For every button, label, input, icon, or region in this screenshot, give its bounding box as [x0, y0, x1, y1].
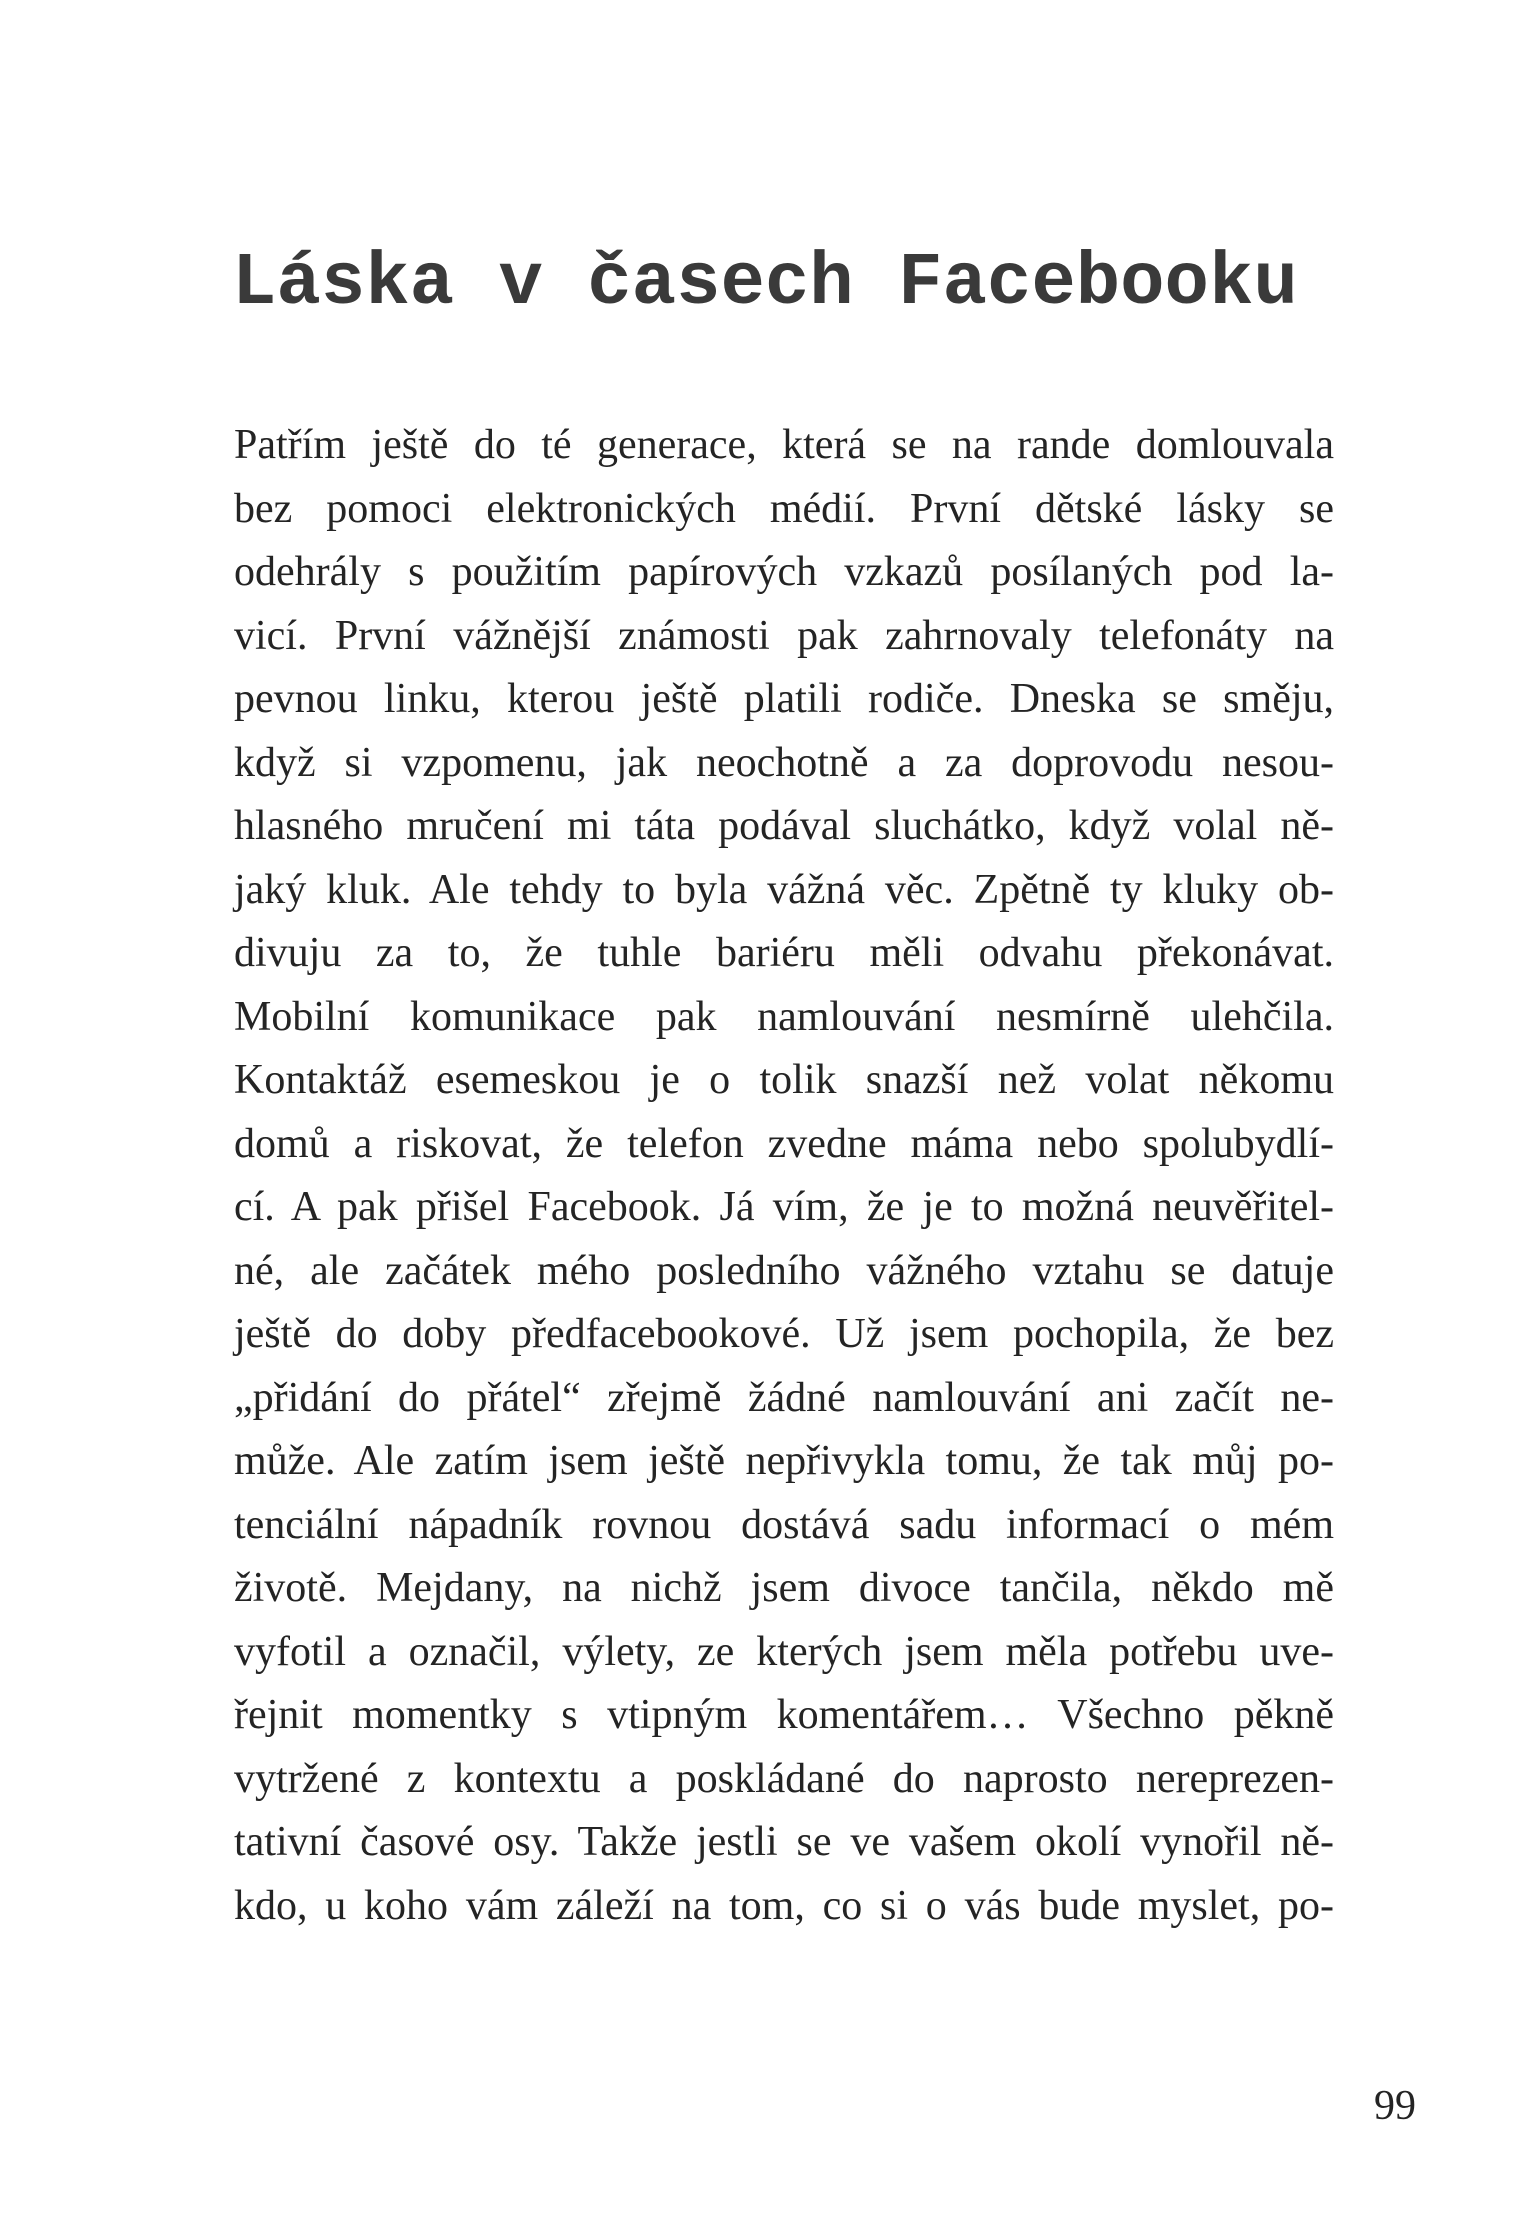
text-line: né, ale začátek mého posledního vážného vztahu se datuje — [234, 1247, 1334, 1294]
text-line: domů a riskovat, že telefon zvedne máma nebo spolubydlí- — [234, 1120, 1334, 1167]
text-line: jaký kluk. Ale tehdy to byla vážná věc. Zpětně ty kluky ob- — [234, 866, 1334, 913]
text-line: vyfotil a označil, výlety, ze kterých jsem měla potřebu uve- — [234, 1628, 1334, 1675]
text-line: kdo, u koho vám záleží na tom, co si o vás bude myslet, po- — [234, 1882, 1334, 1929]
text-line: tenciální nápadník rovnou dostává sadu informací o mém — [234, 1501, 1334, 1548]
text-line: „přidání do přátel“ zřejmě žádné namlouvání ani začít ne- — [234, 1374, 1334, 1421]
text-line: Patřím ještě do té generace, která se na rande domlouvala — [234, 422, 1334, 468]
text-line: ještě do doby předfacebookové. Už jsem pochopila, že bez — [234, 1311, 1334, 1357]
text-line: když si vzpomenu, jak neochotně a za doprovodu nesou- — [234, 739, 1334, 786]
text-line: pevnou linku, kterou ještě platili rodiče. Dneska se směju, — [234, 676, 1334, 722]
text-line: odehrály s použitím papírových vzkazů posílaných pod la- — [234, 549, 1334, 595]
page-number: 99 — [1374, 2083, 1416, 2129]
text-line: divuju za to, že tuhle bariéru měli odvahu překonávat. — [234, 930, 1334, 976]
text-line: bez pomoci elektronických médií. První dětské lásky se — [234, 485, 1334, 532]
text-line: Mobilní komunikace pak namlouvání nesmírně ulehčila. — [234, 993, 1334, 1040]
text-line: životě. Mejdany, na nichž jsem divoce tančila, někdo mě — [234, 1565, 1334, 1611]
text-line: řejnit momentky s vtipným komentářem… Všechno pěkně — [234, 1692, 1334, 1738]
text-line: hlasného mručení mi táta podával sluchátko, když volal ně- — [234, 803, 1334, 849]
text-line: Kontaktáž esemeskou je o tolik snazší než volat někomu — [234, 1057, 1334, 1103]
chapter-title: Láska v časech Facebooku — [232, 241, 1298, 326]
text-line: tativní časové osy. Takže jestli se ve vašem okolí vynořil ně- — [234, 1819, 1334, 1865]
text-line: může. Ale zatím jsem ještě nepřivykla tomu, že tak můj po- — [234, 1438, 1334, 1484]
text-line: vytržené z kontextu a poskládané do naprosto nereprezen- — [234, 1755, 1334, 1802]
text-line: vicí. První vážnější známosti pak zahrnovaly telefonáty na — [234, 612, 1334, 659]
text-line: cí. A pak přišel Facebook. Já vím, že je to možná neuvěřitel- — [234, 1184, 1334, 1230]
body-paragraph — [234, 414, 1334, 1938]
